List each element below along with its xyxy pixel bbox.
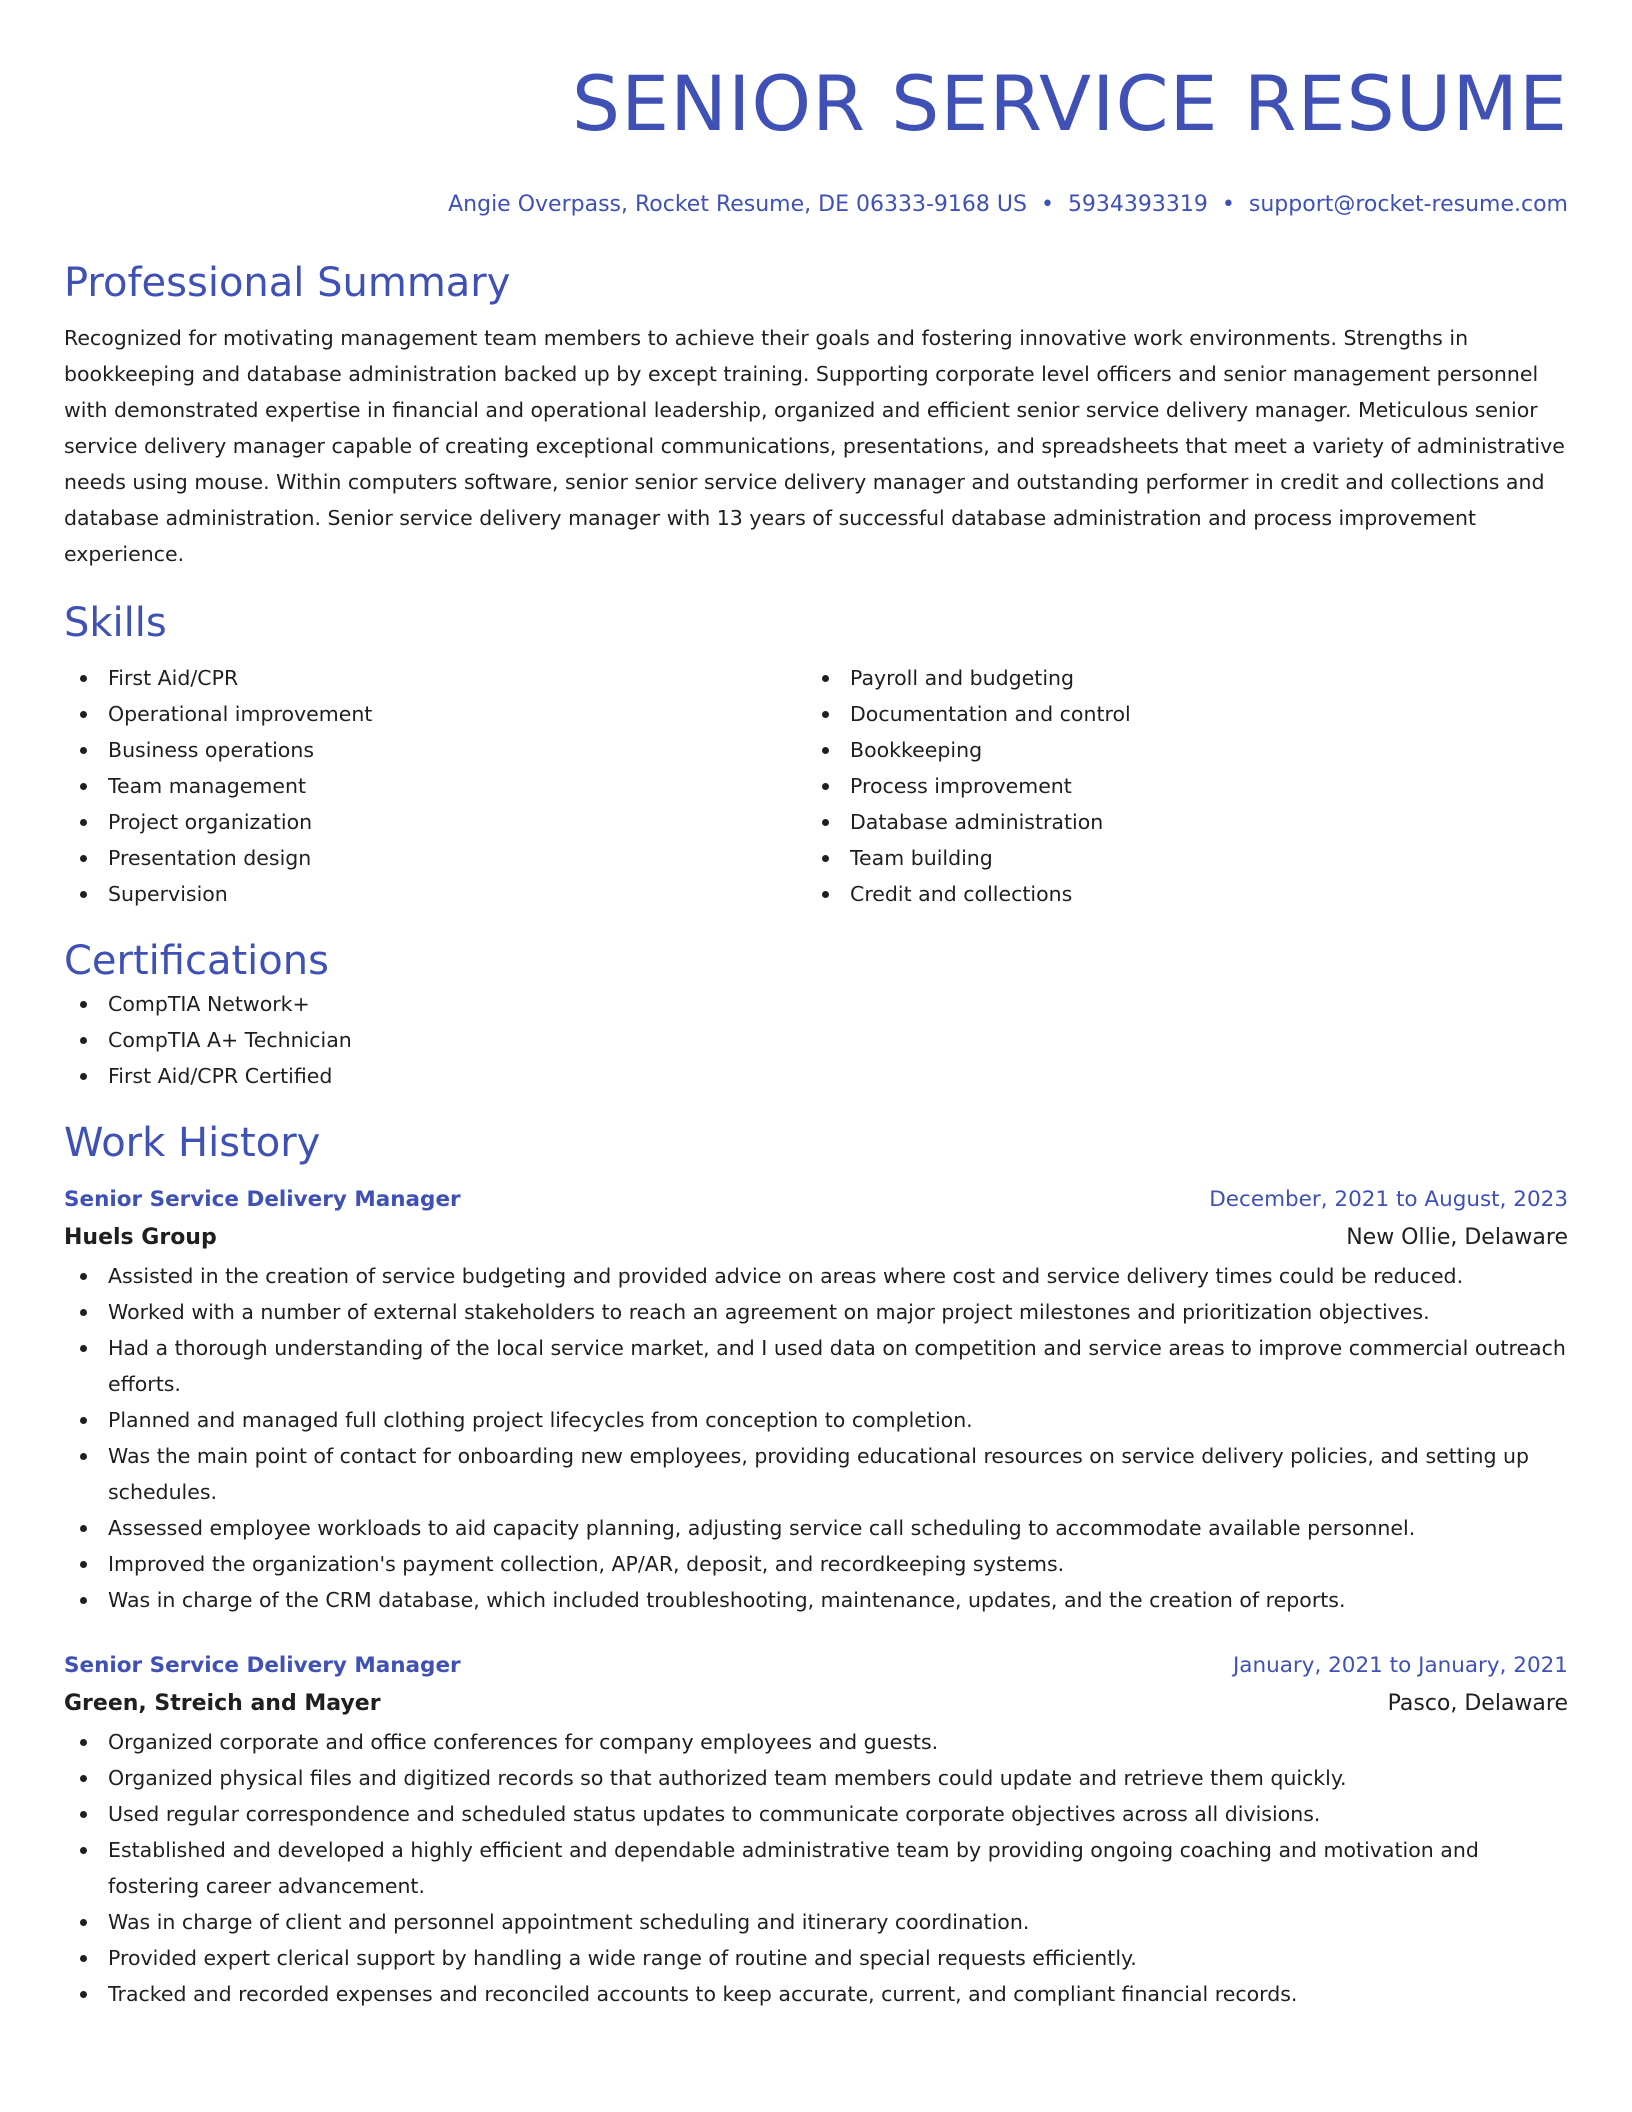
job-dates: January, 2021 to January, 2021 (1232, 1653, 1568, 1678)
skill-item: Credit and collections (806, 876, 1548, 912)
job-duty-item: Was in charge of the CRM database, which included troubleshooting, maintenance, updates, and the creation of reports. (64, 1582, 1568, 1618)
job-duty-item: Assisted in the creation of service budgeting and provided advice on areas where cost and service delivery times could be reduced. (64, 1258, 1568, 1294)
bullet-separator: • (1221, 192, 1235, 217)
job-duties-list (64, 1724, 1568, 2012)
skills-heading: Skills (64, 600, 167, 646)
skill-item: Bookkeeping (806, 732, 1548, 768)
skills-list-left (64, 660, 806, 912)
job-title: Senior Service Delivery Manager (64, 1187, 461, 1212)
job-company: Green, Streich and Mayer (64, 1691, 381, 1716)
skills-grid (64, 660, 1568, 912)
job-header (64, 1648, 1568, 1684)
skill-item: Process improvement (806, 768, 1548, 804)
job-duty-item: Improved the organization's payment collection, AP/AR, deposit, and recordkeeping systems. (64, 1546, 1568, 1582)
job-duty-item: Established and developed a highly efficient and dependable administrative team by providing ongoing coaching and motivation and fostering career advancement. (64, 1832, 1568, 1904)
job-location: Pasco, Delaware (1387, 1691, 1568, 1716)
skills-column-right (806, 660, 1548, 912)
job-entry (64, 1182, 1568, 1618)
skills-list-right (806, 660, 1548, 912)
job-duty-item: Tracked and recorded expenses and reconciled accounts to keep accurate, current, and compliant financial records. (64, 1976, 1568, 2012)
skill-item: First Aid/CPR (64, 660, 806, 696)
skill-item: Presentation design (64, 840, 806, 876)
job-duties-list (64, 1258, 1568, 1618)
job-dates: December, 2021 to August, 2023 (1209, 1187, 1568, 1212)
job-duty-item: Organized physical files and digitized records so that authorized team members could update and retrieve them quickly. (64, 1760, 1568, 1796)
skill-item: Business operations (64, 732, 806, 768)
contact-address: Angie Overpass, Rocket Resume, DE 06333-9168 US (448, 192, 1027, 217)
skill-item: Operational improvement (64, 696, 806, 732)
job-subheader (64, 1684, 1568, 1724)
summary-text: Recognized for motivating management team members to achieve their goals and fostering innovative work environments. Strengths in bookkeeping and database administration backed up by except training. Supporting corporate level officers and senior management personnel with demonstrated expertise in financial and operational leadership, organized and efficient senior service delivery manager. Meticulous senior service delivery manager capable of creating exceptional communications, presentations, and spreadsheets that meet a variety of administrative needs using mouse. Within computers software, senior senior service delivery manager and outstanding performer in credit and collections and database administration. Senior service delivery manager with 13 years of successful database administration and process improvement experience. (64, 326, 1565, 566)
certification-item: CompTIA A+ Technician (64, 1022, 1568, 1058)
skill-item: Project organization (64, 804, 806, 840)
skill-item: Payroll and budgeting (806, 660, 1548, 696)
job-duty-item: Was in charge of client and personnel appointment scheduling and itinerary coordination. (64, 1904, 1568, 1940)
certifications-list (64, 986, 1568, 1094)
contact-line (64, 190, 1568, 220)
certifications-heading: Certifications (64, 938, 329, 984)
bullet-separator: • (1040, 192, 1054, 217)
job-duty-item: Planned and managed full clothing project lifecycles from conception to completion. (64, 1402, 1568, 1438)
certification-item: First Aid/CPR Certified (64, 1058, 1568, 1094)
skill-item: Supervision (64, 876, 806, 912)
skill-item: Team building (806, 840, 1548, 876)
job-subheader (64, 1218, 1568, 1258)
job-duty-item: Assessed employee workloads to aid capacity planning, adjusting service call scheduling to accommodate available personnel. (64, 1510, 1568, 1546)
job-entry (64, 1648, 1568, 2012)
job-header (64, 1182, 1568, 1218)
skill-item: Documentation and control (806, 696, 1548, 732)
job-duty-item: Provided expert clerical support by handling a wide range of routine and special requests efficiently. (64, 1940, 1568, 1976)
skill-item: Database administration (806, 804, 1548, 840)
contact-email[interactable]: support@rocket-resume.com (1248, 192, 1568, 217)
job-duty-item: Used regular correspondence and scheduled status updates to communicate corporate objectives across all divisions. (64, 1796, 1568, 1832)
certification-item: CompTIA Network+ (64, 986, 1568, 1022)
job-duty-item: Organized corporate and office conferences for company employees and guests. (64, 1724, 1568, 1760)
job-duty-item: Worked with a number of external stakeholders to reach an agreement on major project milestones and prioritization objectives. (64, 1294, 1568, 1330)
contact-phone[interactable]: 5934393319 (1067, 192, 1208, 217)
resume-title: SENIOR SERVICE RESUME (571, 59, 1568, 148)
job-company: Huels Group (64, 1225, 217, 1250)
job-duty-item: Had a thorough understanding of the local service market, and I used data on competition and service areas to improve commercial outreach efforts. (64, 1330, 1568, 1402)
job-title: Senior Service Delivery Manager (64, 1653, 461, 1678)
work-history-heading: Work History (64, 1120, 321, 1166)
job-location: New Ollie, Delaware (1346, 1225, 1568, 1250)
skill-item: Team management (64, 768, 806, 804)
summary-heading: Professional Summary (64, 260, 511, 306)
resume-page (64, 0, 1568, 2012)
job-duty-item: Was the main point of contact for onboarding new employees, providing educational resources on service delivery policies, and setting up schedules. (64, 1438, 1568, 1510)
skills-column-left (64, 660, 806, 912)
